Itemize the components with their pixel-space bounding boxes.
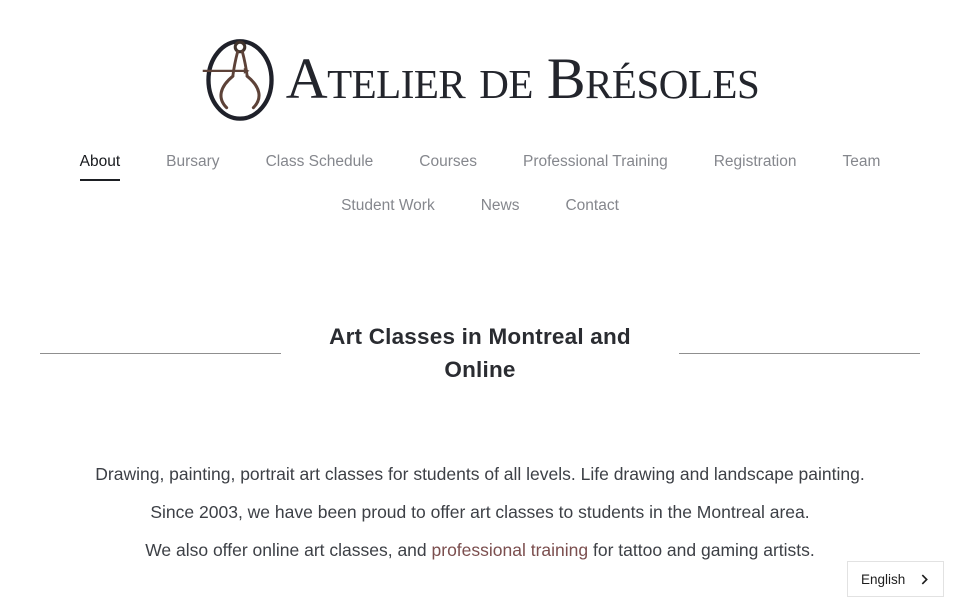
- nav-item[interactable]: News: [480, 197, 520, 214]
- nav-item[interactable]: Professional Training: [522, 153, 668, 170]
- site-header: [0, 0, 960, 223]
- language-label: English: [861, 571, 906, 587]
- paragraph-3-prefix: We also offer online art classes, and: [145, 540, 432, 560]
- heading-rule-left: [40, 353, 281, 354]
- nav-item[interactable]: Courses: [419, 153, 477, 170]
- main-content: [0, 320, 960, 565]
- heading-section: [40, 320, 920, 386]
- intro-paragraph-3: [58, 536, 903, 565]
- paragraph-3-suffix: for tattoo and gaming artists.: [588, 540, 815, 560]
- caliper-logo-icon: [201, 36, 279, 122]
- nav-item[interactable]: About: [80, 152, 121, 181]
- page-title-line-1: Art Classes in Montreal and: [329, 324, 631, 349]
- intro-paragraph-2: Since 2003, we have been proud to offer art classes to students in the Montreal area.: [150, 502, 810, 522]
- intro-paragraph-1: Drawing, painting, portrait art classes for students of all levels. Life drawing and landscape painting.: [95, 464, 865, 484]
- brand-name: Atelier de Brésoles: [285, 46, 760, 111]
- page-title: [329, 320, 631, 386]
- nav-item[interactable]: Class Schedule: [265, 153, 374, 170]
- nav-item[interactable]: Student Work: [341, 197, 435, 214]
- site-logo[interactable]: [0, 0, 960, 122]
- chevron-right-icon: [919, 574, 930, 585]
- nav-row-2: [0, 196, 960, 223]
- professional-training-link[interactable]: professional training: [431, 540, 589, 560]
- nav-item[interactable]: Registration: [713, 153, 797, 170]
- nav-row-1: [0, 152, 960, 181]
- nav-item[interactable]: Team: [842, 153, 881, 170]
- page-title-line-2: Online: [444, 357, 516, 382]
- heading-rule-right: [679, 353, 920, 354]
- intro-text: [0, 460, 960, 565]
- nav-item[interactable]: Bursary: [166, 153, 220, 170]
- main-nav: [0, 152, 960, 223]
- language-switcher-button[interactable]: [847, 561, 944, 597]
- nav-item[interactable]: Contact: [565, 197, 619, 214]
